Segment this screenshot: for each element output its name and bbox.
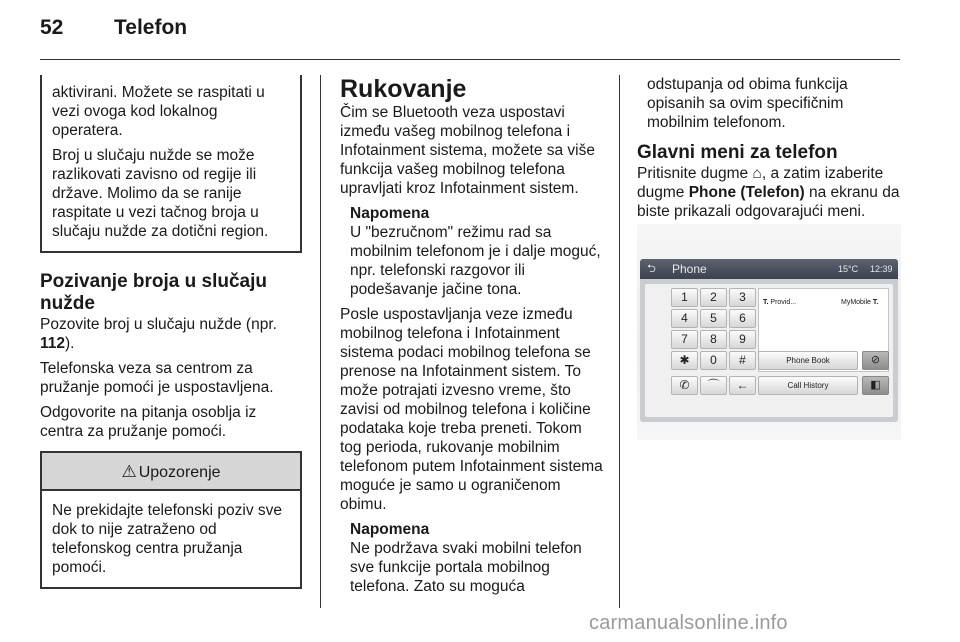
warning-triangle-icon: ⚠ [121,462,137,481]
screen-title-bar [640,259,898,279]
note-2-text: Ne podržava svaki mobilni telefon sve funkcije portala mobilnog telefona. Zato su moguća [350,540,582,595]
emergency-paragraph-1: Pozovite broj u slučaju nužde (npr. 112). [40,316,277,352]
section-title-emergency: Pozivanje broja u slučaju nužde [40,271,268,314]
provider-label: T. Provid... [763,299,797,306]
mymobile-label: MyMobile T. [841,299,879,306]
key-9[interactable]: 9 [729,330,756,349]
page-header [40,16,188,48]
warning-text: Ne prekidajte telefonski poziv sve dok to nije zatraženo od telefonskog centra pružanja pomoći. [52,502,283,576]
key-2[interactable]: 2 [700,288,727,307]
box-paragraph-1: aktivirani. Možete se raspitati u vezi ovoga kod lokalnog operatera. [52,84,265,139]
column-divider-1 [320,75,321,608]
key-8[interactable]: 8 [700,330,727,349]
key-hash[interactable]: # [729,351,756,370]
backspace-icon[interactable]: ← [729,376,756,395]
section-title-main-menu: Glavni meni za telefon [637,142,838,163]
key-star[interactable]: ✱ [671,351,698,370]
note-1-title: Napomena [350,205,430,222]
note-2 [340,520,606,596]
emergency-paragraph-3: Odgovorite na pitanja osoblja iz centra za pružanje pomoći. [40,404,257,440]
call-icon[interactable]: ✆ [671,376,698,395]
key-0[interactable]: 0 [700,351,727,370]
header-rule [40,59,900,60]
hang-up-icon[interactable]: ⌒ [700,376,727,395]
call-history-button[interactable]: Call History [758,376,858,395]
main-menu-paragraph: Pritisnite dugme ⌂, a zatim izaberite dugme Phone (Telefon) na ekranu da biste prikazali odgovarajući meni. [637,165,900,220]
screen-title: Phone [672,262,707,276]
screen-temperature: 15°C [838,264,859,274]
note-2-continued: odstupanja od obima funkcija opisanih sa ovim specifičnim mobilnim telefonom. [647,76,848,131]
column-right [637,75,901,227]
section-title-handling: Rukovanje [340,75,467,103]
warning-box [40,451,302,589]
note-2-title: Napomena [350,521,430,538]
key-3[interactable]: 3 [729,288,756,307]
speaker-icon[interactable]: ◧ [862,376,889,395]
box-paragraph-2: Broj u slučaju nužde se može razlikovati zavisno od regije ili države. Molimo da se ranije raspitate u vezi tačnog broja u slučaju nužde za dotični region. [52,147,269,240]
note-1-text: U "bezručnom" režimu rad sa mobilnim telefonom je i dalje moguć, npr. telefonski razgovor ili podešavanje jačine tona. [350,224,601,298]
column-divider-2 [619,75,620,608]
infotainment-screen [640,259,898,422]
handling-paragraph-2: Posle uspostavljanja veze između mobilnog telefona i Infotainment sistema podaci mobilnog telefona se prenose na Infotainment sistem. To može potrajati izvesno vreme, što zavisi od mobilnog telefona i količine podataka koje treba preneti. Tokom tog perioda, rukovanje mobilnim telefonom putem Infotainment sistema moguće je samo u ograničenom obimu. [340,306,603,513]
note-1 [340,204,606,299]
emergency-number: 112 [40,335,66,352]
mute-microphone-icon[interactable]: ⊘ [862,351,889,370]
continued-warning-box [40,75,302,253]
chapter-title: Telefon [114,16,188,39]
key-7[interactable]: 7 [671,330,698,349]
key-4[interactable]: 4 [671,309,698,328]
back-arrow-icon[interactable]: ⮌ [647,263,656,275]
emergency-paragraph-2: Telefonska veza sa centrom za pružanje pomoći je uspostavljena. [40,360,274,396]
handling-paragraph-1: Čim se Bluetooth veza uspostavi između vašeg mobilnog telefona i Infotainment sistema, možete sa više funkcija vašeg mobilnog telefona upravljati kroz Infotainment sistem. [340,104,596,197]
watermark: carmanualsonline.info [589,612,788,634]
column-middle [340,75,606,602]
warning-title: Upozorenje [138,464,221,481]
phone-screen-illustration [637,224,901,440]
warning-header [42,453,300,491]
key-1[interactable]: 1 [671,288,698,307]
key-5[interactable]: 5 [700,309,727,328]
page-number: 52 [40,16,64,39]
column-left [40,75,302,589]
home-button-icon: ⌂ [752,165,762,182]
key-6[interactable]: 6 [729,309,756,328]
phone-book-button[interactable]: Phone Book [758,351,858,370]
screen-body [645,284,893,417]
screen-clock: 12:39 [870,264,893,274]
phone-button-label: Phone (Telefon) [688,184,805,201]
